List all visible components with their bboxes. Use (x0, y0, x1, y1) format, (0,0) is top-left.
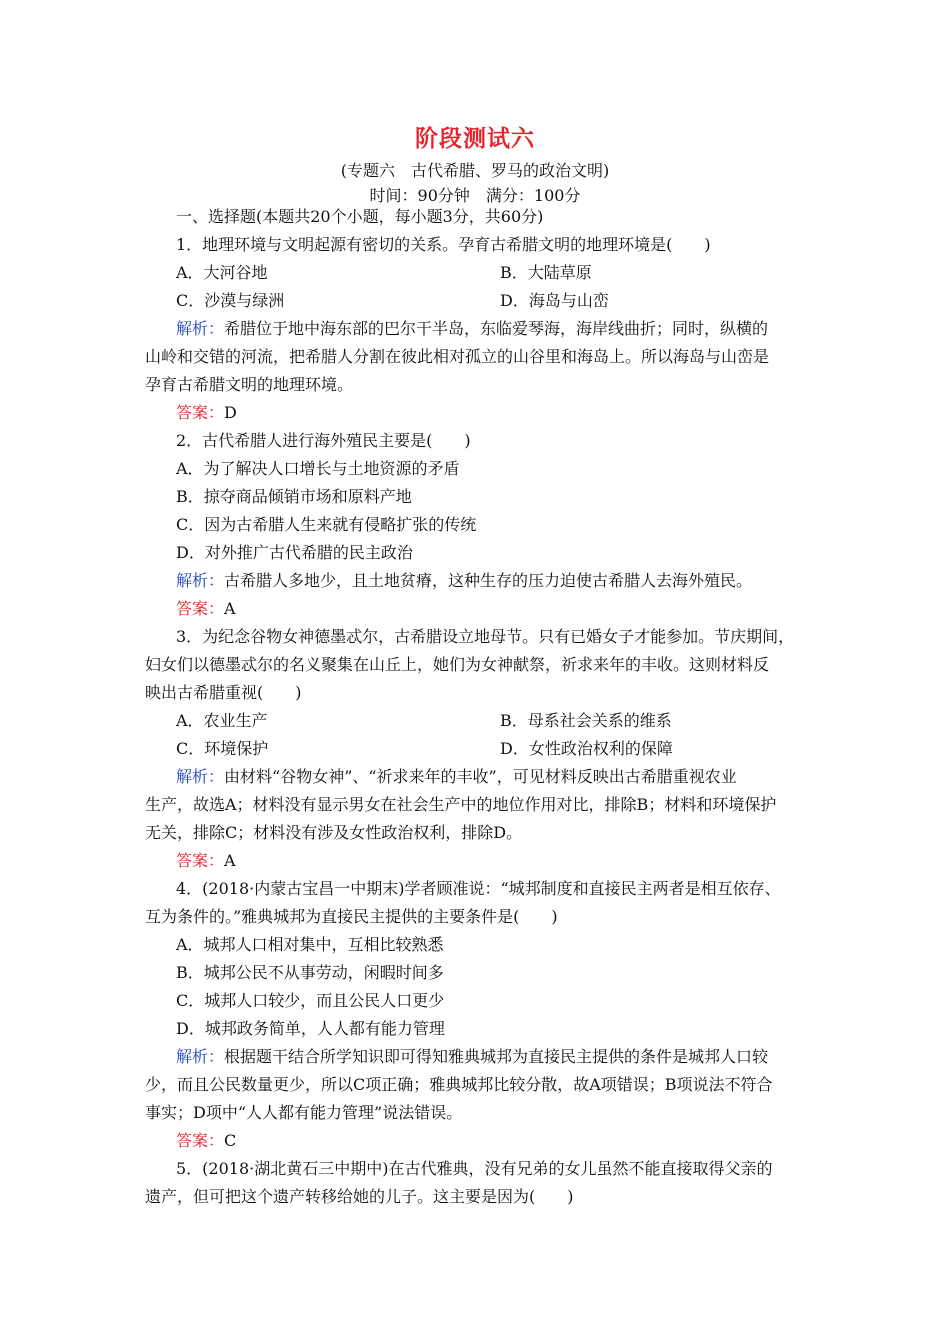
answer-value: A (224, 851, 236, 870)
q2-answer (176, 599, 236, 619)
q2-option-a: A．为了解决人口增长与土地资源的矛盾 (176, 459, 460, 478)
q4-option-d: D．城邦政务简单，人人都有能力管理 (176, 1019, 445, 1038)
q3-analysis (176, 767, 737, 787)
analysis-text: 希腊位于地中海东部的巴尔干半岛，东临爱琴海，海岸线曲折；同时，纵横的 (224, 319, 769, 338)
page-title: 阶段测试六 (415, 125, 535, 152)
q4-analysis-line3: 事实；D项中“人人都有能力管理”说法错误。 (145, 1103, 463, 1122)
q2-option-b: B．掠夺商品倾销市场和原料产地 (176, 487, 412, 506)
q5-stem-line2: 遗产，但可把这个遗产转移给她的儿子。这主要是因为( ) (145, 1187, 574, 1206)
q1-answer (176, 403, 237, 423)
q4-analysis (176, 1047, 768, 1067)
answer-label: 答案： (176, 599, 225, 618)
answer-value: A (224, 599, 236, 618)
analysis-label: 解析： (176, 571, 225, 590)
q1-analysis-line3: 孕育古希腊文明的地理环境。 (145, 375, 354, 394)
q3-stem-line2: 妇女们以德墨忒尔的名义聚集在山丘上，她们为女神献祭，祈求来年的丰收。这则材料反 (145, 655, 770, 674)
q4-stem-line2: 互为条件的。”雅典城邦为直接民主提供的主要条件是( ) (145, 907, 558, 926)
q3-option-c: C．环境保护 (176, 739, 269, 758)
q2-analysis (176, 571, 752, 591)
section-heading: 一、选择题(本题共20个小题，每小题3分，共60分) (176, 207, 544, 226)
q3-option-b: B．母系社会关系的维系 (500, 711, 672, 730)
q1-option-c: C．沙漠与绿洲 (176, 291, 285, 310)
q4-option-b: B．城邦公民不从事劳动，闲暇时间多 (176, 963, 444, 982)
analysis-text: 根据题干结合所学知识即可得知雅典城邦为直接民主提供的条件是城邦人口较 (224, 1047, 769, 1066)
q1-analysis (176, 319, 768, 339)
answer-value: D (224, 403, 237, 422)
answer-value: C (224, 1131, 237, 1150)
q2-option-c: C．因为古希腊人生来就有侵略扩张的传统 (176, 515, 477, 534)
q3-analysis-line2: 生产，故选A；材料没有显示男女在社会生产中的地位作用对比，排除B；材料和环境保护 (145, 795, 777, 814)
q1-option-d: D．海岛与山峦 (500, 291, 609, 310)
analysis-label: 解析： (176, 319, 225, 338)
answer-label: 答案： (176, 851, 225, 870)
q1-option-a: A．大河谷地 (176, 263, 268, 282)
analysis-label: 解析： (176, 1047, 225, 1066)
q4-stem: 4．(2018·内蒙古宝昌一中期末)学者顾准说：“城邦制度和直接民主两者是相互依存、 (176, 879, 781, 898)
answer-label: 答案： (176, 403, 225, 422)
q5-stem: 5．(2018·湖北黄石三中期中)在古代雅典，没有兄弟的女儿虽然不能直接取得父亲的 (176, 1159, 773, 1178)
q1-option-b: B．大陆草原 (500, 263, 592, 282)
q3-option-a: A．农业生产 (176, 711, 268, 730)
q2-option-d: D．对外推广古代希腊的民主政治 (176, 543, 413, 562)
q4-answer (176, 1131, 236, 1151)
analysis-text: 古希腊人多地少，且土地贫瘠，这种生存的压力迫使古希腊人去海外殖民。 (224, 571, 753, 590)
q3-option-d: D．女性政治权利的保障 (500, 739, 673, 758)
q3-stem: 3．为纪念谷物女神德墨忒尔，古希腊设立地母节。只有已婚女子才能参加。节庆期间， (176, 627, 795, 646)
answer-label: 答案： (176, 1131, 225, 1150)
q4-option-c: C．城邦人口较少，而且公民人口更少 (176, 991, 445, 1010)
q1-stem: 1．地理环境与文明起源有密切的关系。孕育古希腊文明的地理环境是( ) (176, 235, 711, 254)
q1-analysis-line2: 山岭和交错的河流，把希腊人分割在彼此相对孤立的山谷里和海岛上。所以海岛与山峦是 (145, 347, 770, 366)
q3-answer (176, 851, 236, 871)
analysis-label: 解析： (176, 767, 225, 786)
q3-analysis-line3: 无关，排除C；材料没有涉及女性政治权利，排除D。 (145, 823, 523, 842)
q4-analysis-line2: 少，而且公民数量更少，所以C项正确；雅典城邦比较分散，故A项错误；B项说法不符合 (145, 1075, 773, 1094)
q2-stem: 2．古代希腊人进行海外殖民主要是( ) (176, 431, 471, 450)
q4-option-a: A．城邦人口相对集中，互相比较熟悉 (176, 935, 444, 954)
time-info: 时间：90分钟 满分：100分 (369, 186, 581, 205)
subtitle: (专题六 古代希腊、罗马的政治文明) (340, 161, 610, 180)
q3-stem-line3: 映出古希腊重视( ) (145, 683, 302, 702)
analysis-text: 由材料“谷物女神”、“祈求来年的丰收”，可见材料反映出古希腊重视农业 (224, 767, 737, 786)
